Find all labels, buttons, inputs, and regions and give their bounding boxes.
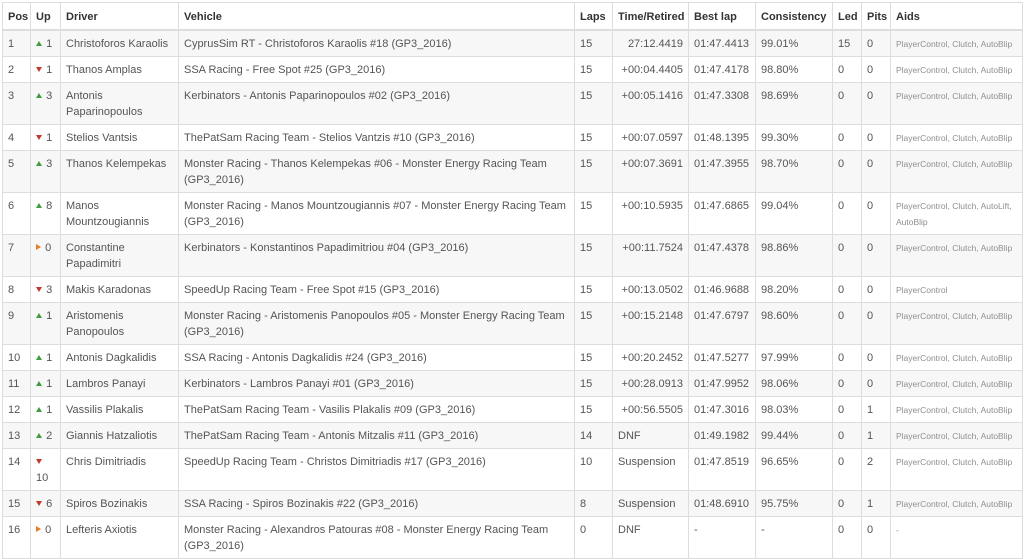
cell-up: [31, 277, 61, 303]
cell-pos: 5: [3, 151, 31, 193]
cell-vehicle: SpeedUp Racing Team - Christos Dimitriadis #17 (GP3_2016): [179, 449, 575, 491]
cell-aids: PlayerControl, Clutch, AutoLift, AutoBlip: [891, 193, 1023, 235]
cell-led: 0: [833, 371, 862, 397]
cell-led: 0: [833, 449, 862, 491]
cell-consistency: 98.20%: [756, 277, 833, 303]
cell-pits: 2: [862, 449, 891, 491]
cell-pos: 3: [3, 83, 31, 125]
cell-best: 01:47.8519: [689, 449, 756, 491]
cell-best: 01:47.4378: [689, 235, 756, 277]
cell-pos: 14: [3, 449, 31, 491]
cell-aids: PlayerControl, Clutch, AutoBlip: [891, 151, 1023, 193]
cell-vehicle: SpeedUp Racing Team - Free Spot #15 (GP3_2016): [179, 277, 575, 303]
column-header-consistency: Consistency: [756, 3, 833, 31]
table-row: [3, 57, 1023, 83]
cell-consistency: 99.30%: [756, 125, 833, 151]
cell-driver: Chris Dimitriadis: [61, 449, 179, 491]
cell-time: Suspension: [613, 491, 689, 517]
cell-vehicle: SSA Racing - Spiros Bozinakis #22 (GP3_2016): [179, 491, 575, 517]
cell-led: 15: [833, 30, 862, 57]
cell-pits: 0: [862, 193, 891, 235]
cell-led: 0: [833, 517, 862, 559]
position-change-value: 3: [46, 158, 53, 170]
cell-driver: Stelios Vantsis: [61, 125, 179, 151]
cell-pos: 2: [3, 57, 31, 83]
cell-pits: 1: [862, 423, 891, 449]
cell-aids: PlayerControl, Clutch, AutoBlip: [891, 125, 1023, 151]
cell-aids: PlayerControl, Clutch, AutoBlip: [891, 57, 1023, 83]
table-row: [3, 491, 1023, 517]
cell-time: +00:28.0913: [613, 371, 689, 397]
cell-pos: 13: [3, 423, 31, 449]
cell-best: 01:47.5277: [689, 345, 756, 371]
cell-time: +00:13.0502: [613, 277, 689, 303]
column-header-led: Led: [833, 3, 862, 31]
position-change-none-icon: [36, 244, 41, 250]
cell-pits: 0: [862, 125, 891, 151]
cell-vehicle: ThePatSam Racing Team - Vasilis Plakalis #09 (GP3_2016): [179, 397, 575, 423]
position-change-up-icon: [36, 93, 42, 98]
cell-consistency: 99.44%: [756, 423, 833, 449]
cell-driver: Manos Mountzougiannis: [61, 193, 179, 235]
position-change-value: 1: [46, 378, 53, 390]
cell-vehicle: Monster Racing - Aristomenis Panopoulos #05 - Monster Energy Racing Team (GP3_2016): [179, 303, 575, 345]
column-header-up: Up: [31, 3, 61, 31]
cell-best: 01:47.3955: [689, 151, 756, 193]
cell-pits: 0: [862, 235, 891, 277]
cell-aids: PlayerControl, Clutch, AutoBlip: [891, 235, 1023, 277]
cell-time: +00:05.1416: [613, 83, 689, 125]
cell-pits: 0: [862, 151, 891, 193]
position-change-value: 10: [36, 472, 49, 484]
table-row: [3, 30, 1023, 57]
cell-laps: 8: [575, 491, 613, 517]
cell-best: 01:47.4413: [689, 30, 756, 57]
cell-up: [31, 30, 61, 57]
cell-consistency: 98.70%: [756, 151, 833, 193]
cell-pits: 0: [862, 345, 891, 371]
cell-aids: PlayerControl, Clutch, AutoBlip: [891, 303, 1023, 345]
cell-led: 0: [833, 83, 862, 125]
cell-led: 0: [833, 277, 862, 303]
table-row: [3, 449, 1023, 491]
table-row: [3, 423, 1023, 449]
cell-vehicle: SSA Racing - Free Spot #25 (GP3_2016): [179, 57, 575, 83]
cell-best: 01:49.1982: [689, 423, 756, 449]
cell-best: 01:47.9952: [689, 371, 756, 397]
cell-aids: PlayerControl, Clutch, AutoBlip: [891, 30, 1023, 57]
cell-pos: 6: [3, 193, 31, 235]
cell-consistency: 97.99%: [756, 345, 833, 371]
cell-laps: 15: [575, 193, 613, 235]
position-change-down-icon: [36, 67, 42, 72]
cell-time: +00:07.3691: [613, 151, 689, 193]
column-header-best: Best lap: [689, 3, 756, 31]
cell-driver: Lefteris Axiotis: [61, 517, 179, 559]
cell-up: [31, 151, 61, 193]
cell-aids: PlayerControl, Clutch, AutoBlip: [891, 491, 1023, 517]
table-row: [3, 151, 1023, 193]
table-row: [3, 193, 1023, 235]
column-header-time: Time/Retired: [613, 3, 689, 31]
cell-pits: 0: [862, 517, 891, 559]
cell-best: 01:47.3016: [689, 397, 756, 423]
cell-pits: 1: [862, 397, 891, 423]
header-row: [3, 3, 1023, 31]
position-change-up-icon: [36, 355, 42, 360]
cell-up: [31, 517, 61, 559]
cell-laps: 15: [575, 125, 613, 151]
cell-laps: 15: [575, 397, 613, 423]
cell-best: 01:48.1395: [689, 125, 756, 151]
column-header-pos: Pos: [3, 3, 31, 31]
cell-laps: 15: [575, 345, 613, 371]
cell-laps: 15: [575, 83, 613, 125]
cell-vehicle: Kerbinators - Lambros Panayi #01 (GP3_2016): [179, 371, 575, 397]
position-change-value: 8: [46, 200, 53, 212]
cell-pits: 0: [862, 303, 891, 345]
cell-up: [31, 491, 61, 517]
race-results-table: [2, 2, 1023, 559]
column-header-laps: Laps: [575, 3, 613, 31]
table-row: [3, 125, 1023, 151]
cell-time: +00:56.5505: [613, 397, 689, 423]
position-change-up-icon: [36, 203, 42, 208]
cell-time: 27:12.4419: [613, 30, 689, 57]
cell-vehicle: Kerbinators - Konstantinos Papadimitriou #04 (GP3_2016): [179, 235, 575, 277]
cell-pos: 9: [3, 303, 31, 345]
cell-vehicle: Monster Racing - Alexandros Patouras #08 - Monster Energy Racing Team (GP3_2016): [179, 517, 575, 559]
cell-led: 0: [833, 491, 862, 517]
cell-vehicle: Kerbinators - Antonis Paparinopoulos #02 (GP3_2016): [179, 83, 575, 125]
cell-laps: 15: [575, 30, 613, 57]
cell-led: 0: [833, 125, 862, 151]
cell-driver: Giannis Hatzaliotis: [61, 423, 179, 449]
column-header-pits: Pits: [862, 3, 891, 31]
cell-driver: Thanos Amplas: [61, 57, 179, 83]
cell-led: 0: [833, 193, 862, 235]
cell-pos: 4: [3, 125, 31, 151]
position-change-value: 6: [46, 498, 53, 510]
cell-laps: 10: [575, 449, 613, 491]
position-change-up-icon: [36, 407, 42, 412]
cell-aids: PlayerControl, Clutch, AutoBlip: [891, 423, 1023, 449]
cell-best: 01:47.4178: [689, 57, 756, 83]
cell-pits: 0: [862, 57, 891, 83]
cell-up: [31, 125, 61, 151]
cell-up: [31, 57, 61, 83]
cell-time: DNF: [613, 517, 689, 559]
cell-driver: Antonis Dagkalidis: [61, 345, 179, 371]
cell-best: 01:46.9688: [689, 277, 756, 303]
cell-up: [31, 397, 61, 423]
cell-led: 0: [833, 151, 862, 193]
position-change-down-icon: [36, 287, 42, 292]
position-change-up-icon: [36, 41, 42, 46]
cell-laps: 15: [575, 151, 613, 193]
cell-consistency: 96.65%: [756, 449, 833, 491]
cell-up: [31, 83, 61, 125]
table-row: [3, 345, 1023, 371]
column-header-driver: Driver: [61, 3, 179, 31]
position-change-up-icon: [36, 313, 42, 318]
cell-time: +00:11.7524: [613, 235, 689, 277]
cell-time: +00:15.2148: [613, 303, 689, 345]
cell-up: [31, 423, 61, 449]
cell-vehicle: CyprusSim RT - Christoforos Karaolis #18 (GP3_2016): [179, 30, 575, 57]
cell-pits: 0: [862, 277, 891, 303]
cell-time: +00:07.0597: [613, 125, 689, 151]
cell-vehicle: Monster Racing - Manos Mountzougiannis #07 - Monster Energy Racing Team (GP3_2016): [179, 193, 575, 235]
cell-time: +00:20.2452: [613, 345, 689, 371]
cell-pits: 1: [862, 491, 891, 517]
position-change-value: 1: [46, 132, 53, 144]
cell-driver: Thanos Kelempekas: [61, 151, 179, 193]
cell-pits: 0: [862, 30, 891, 57]
cell-pos: 16: [3, 517, 31, 559]
cell-aids: PlayerControl, Clutch, AutoBlip: [891, 397, 1023, 423]
cell-up: [31, 193, 61, 235]
position-change-up-icon: [36, 433, 42, 438]
cell-led: 0: [833, 57, 862, 83]
cell-best: 01:47.6797: [689, 303, 756, 345]
cell-pits: 0: [862, 371, 891, 397]
cell-led: 0: [833, 397, 862, 423]
table-row: [3, 277, 1023, 303]
cell-aids: PlayerControl, Clutch, AutoBlip: [891, 449, 1023, 491]
position-change-value: 0: [45, 524, 52, 536]
cell-pos: 7: [3, 235, 31, 277]
cell-driver: Lambros Panayi: [61, 371, 179, 397]
cell-vehicle: ThePatSam Racing Team - Stelios Vantzis #10 (GP3_2016): [179, 125, 575, 151]
position-change-value: 1: [46, 352, 53, 364]
cell-up: [31, 303, 61, 345]
table-row: [3, 235, 1023, 277]
position-change-value: 1: [46, 38, 53, 50]
position-change-up-icon: [36, 381, 42, 386]
table-row: [3, 397, 1023, 423]
cell-consistency: 98.86%: [756, 235, 833, 277]
cell-time: Suspension: [613, 449, 689, 491]
cell-consistency: 98.03%: [756, 397, 833, 423]
cell-up: [31, 371, 61, 397]
table-row: [3, 517, 1023, 559]
cell-driver: Spiros Bozinakis: [61, 491, 179, 517]
position-change-value: 0: [45, 242, 52, 254]
cell-pos: 1: [3, 30, 31, 57]
cell-led: 0: [833, 423, 862, 449]
cell-pos: 15: [3, 491, 31, 517]
cell-driver: Christoforos Karaolis: [61, 30, 179, 57]
cell-laps: 15: [575, 277, 613, 303]
results-body: [3, 30, 1023, 559]
position-change-value: 3: [46, 90, 53, 102]
cell-consistency: 98.69%: [756, 83, 833, 125]
cell-driver: Makis Karadonas: [61, 277, 179, 303]
cell-laps: 14: [575, 423, 613, 449]
column-header-vehicle: Vehicle: [179, 3, 575, 31]
cell-consistency: -: [756, 517, 833, 559]
cell-vehicle: ThePatSam Racing Team - Antonis Mitzalis #11 (GP3_2016): [179, 423, 575, 449]
table-row: [3, 83, 1023, 125]
cell-time: +00:10.5935: [613, 193, 689, 235]
cell-laps: 15: [575, 57, 613, 83]
cell-laps: 15: [575, 303, 613, 345]
position-change-value: 1: [46, 404, 53, 416]
cell-consistency: 99.04%: [756, 193, 833, 235]
cell-best: 01:48.6910: [689, 491, 756, 517]
cell-up: [31, 345, 61, 371]
position-change-none-icon: [36, 526, 41, 532]
cell-up: [31, 235, 61, 277]
position-change-value: 1: [46, 310, 53, 322]
cell-consistency: 99.01%: [756, 30, 833, 57]
cell-consistency: 98.80%: [756, 57, 833, 83]
cell-pos: 8: [3, 277, 31, 303]
position-change-value: 1: [46, 64, 53, 76]
cell-led: 0: [833, 345, 862, 371]
cell-led: 0: [833, 235, 862, 277]
cell-best: 01:47.6865: [689, 193, 756, 235]
column-header-aids: Aids: [891, 3, 1023, 31]
cell-time: DNF: [613, 423, 689, 449]
cell-best: 01:47.3308: [689, 83, 756, 125]
cell-consistency: 98.60%: [756, 303, 833, 345]
cell-driver: Vassilis Plakalis: [61, 397, 179, 423]
cell-driver: Constantine Papadimitri: [61, 235, 179, 277]
cell-driver: Aristomenis Panopoulos: [61, 303, 179, 345]
cell-time: +00:04.4405: [613, 57, 689, 83]
position-change-value: 2: [46, 430, 53, 442]
cell-pos: 11: [3, 371, 31, 397]
position-change-down-icon: [36, 135, 42, 140]
cell-consistency: 95.75%: [756, 491, 833, 517]
cell-aids: PlayerControl, Clutch, AutoBlip: [891, 83, 1023, 125]
table-row: [3, 371, 1023, 397]
cell-vehicle: SSA Racing - Antonis Dagkalidis #24 (GP3_2016): [179, 345, 575, 371]
table-row: [3, 303, 1023, 345]
cell-up: [31, 449, 61, 491]
position-change-value: 3: [46, 284, 53, 296]
cell-vehicle: Monster Racing - Thanos Kelempekas #06 - Monster Energy Racing Team (GP3_2016): [179, 151, 575, 193]
cell-pits: 0: [862, 83, 891, 125]
cell-laps: 15: [575, 235, 613, 277]
cell-aids: PlayerControl, Clutch, AutoBlip: [891, 345, 1023, 371]
cell-driver: Antonis Paparinopoulos: [61, 83, 179, 125]
position-change-down-icon: [36, 501, 42, 506]
cell-laps: 15: [575, 371, 613, 397]
position-change-down-icon: [36, 459, 42, 464]
cell-best: -: [689, 517, 756, 559]
cell-aids: PlayerControl, Clutch, AutoBlip: [891, 371, 1023, 397]
cell-led: 0: [833, 303, 862, 345]
position-change-up-icon: [36, 161, 42, 166]
cell-aids: PlayerControl: [891, 277, 1023, 303]
cell-pos: 12: [3, 397, 31, 423]
cell-pos: 10: [3, 345, 31, 371]
cell-laps: 0: [575, 517, 613, 559]
cell-aids: -: [891, 517, 1023, 559]
cell-consistency: 98.06%: [756, 371, 833, 397]
